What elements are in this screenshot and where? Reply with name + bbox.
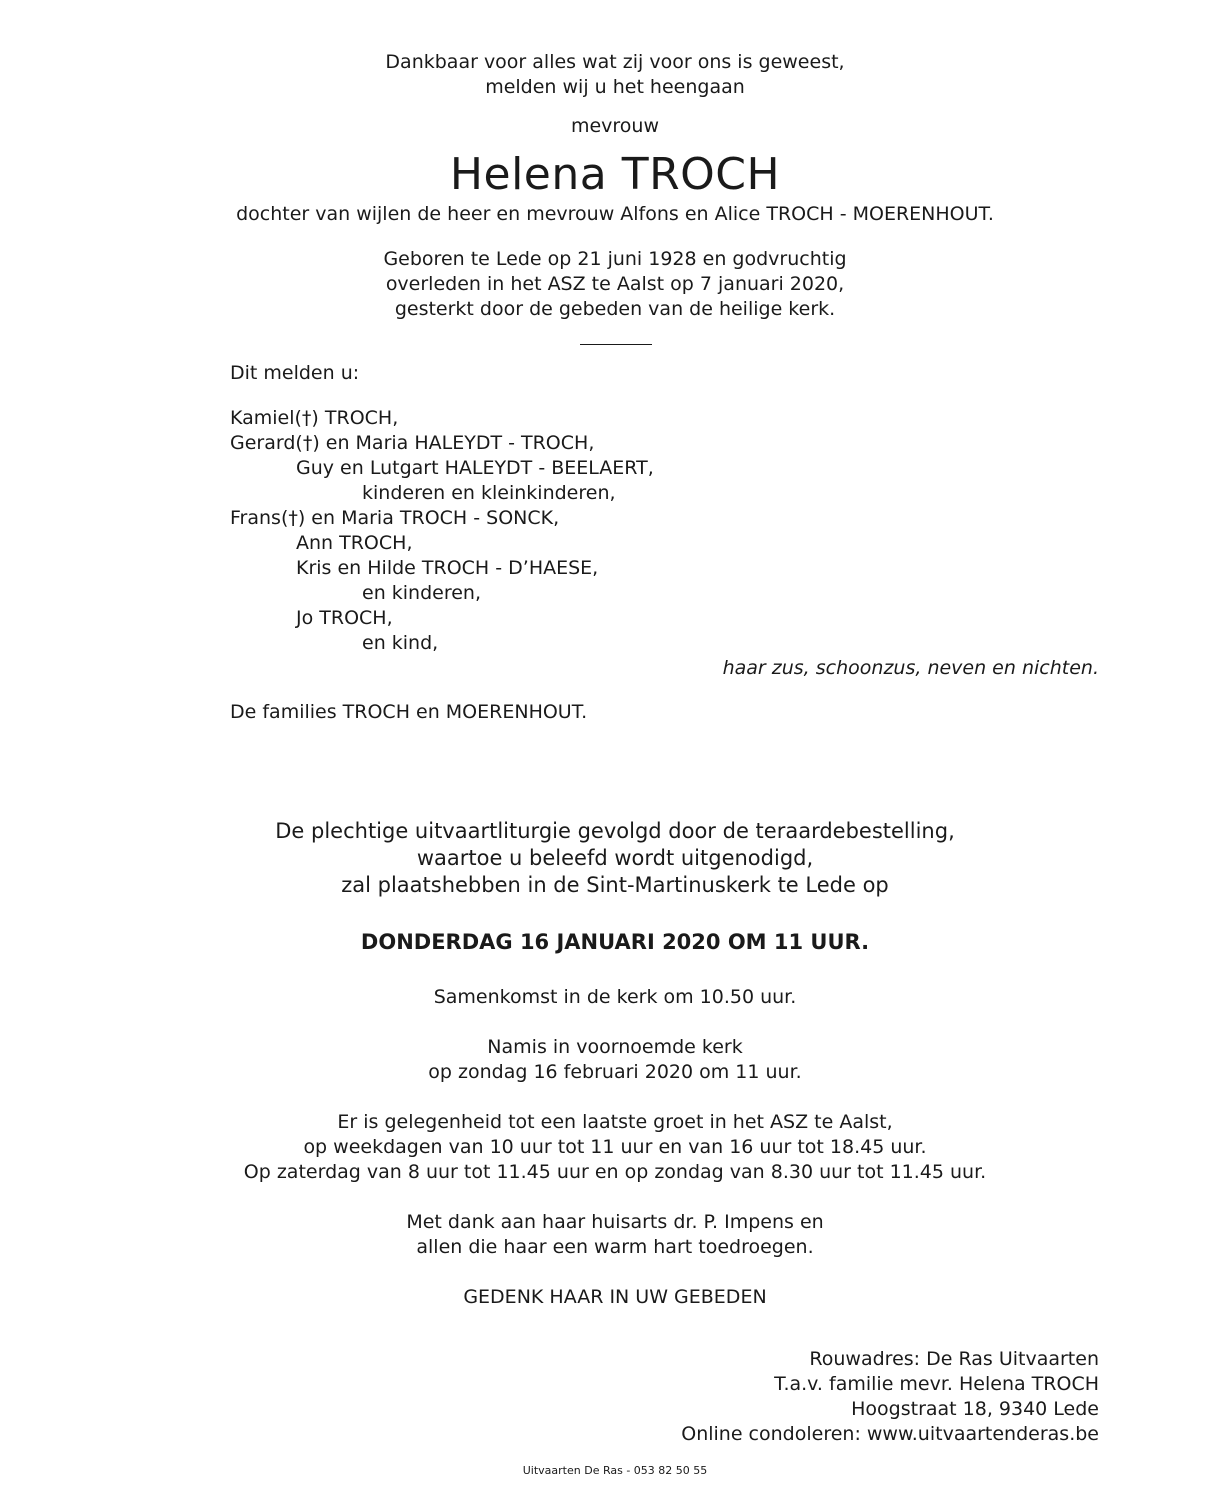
funeral-date: DONDERDAG 16 JANUARI 2020 OM 11 UUR. <box>360 930 870 954</box>
announce-label: Dit melden u: <box>230 362 360 384</box>
family-item: Ann TROCH, <box>296 532 413 554</box>
family-item: en kind, <box>362 632 439 654</box>
liturgy-line: waartoe u beleefd wordt uitgenodigd, <box>416 846 814 870</box>
farewell-line: Er is gelegenheid tot een laatste groet in het ASZ te Aalst, <box>337 1111 893 1133</box>
namis-line: op zondag 16 februari 2020 om 11 uur. <box>428 1061 802 1083</box>
address-line: T.a.v. familie mevr. Helena TROCH <box>774 1373 1099 1395</box>
deceased-name: Helena TROCH <box>449 149 781 200</box>
thanks-line: Met dank aan haar huisarts dr. P. Impens en <box>406 1211 824 1233</box>
address-line: Online condoleren: www.uitvaartenderas.be <box>681 1423 1099 1445</box>
liturgy-line: zal plaatshebben in de Sint-Martinuskerk te Lede op <box>341 873 889 897</box>
address-line: Hoogstraat 18, 9340 Lede <box>851 1398 1099 1420</box>
birth-line: overleden in het ASZ te Aalst op 7 januari 2020, <box>385 273 845 295</box>
title-prefix: mevrouw <box>570 115 660 137</box>
birth-line: Geboren te Lede op 21 juni 1928 en godvruchtig <box>383 248 847 270</box>
thanks-text <box>0 1210 1214 1260</box>
family-item: kinderen en kleinkinderen, <box>362 482 616 504</box>
thanks-line: allen die haar een warm hart toedroegen. <box>416 1236 814 1258</box>
gathering-line: Samenkomst in de kerk om 10.50 uur. <box>433 986 797 1008</box>
farewell-line: op weekdagen van 10 uur tot 11 uur en van 16 uur tot 18.45 uur. <box>303 1136 927 1158</box>
farewell-text <box>0 1110 1214 1185</box>
family-item: Kris en Hilde TROCH - D’HAESE, <box>296 557 599 579</box>
liturgy-line: De plechtige uitvaartliturgie gevolgd door de teraardebestelling, <box>275 819 955 843</box>
footer-text: Uitvaarten De Ras - 053 82 50 55 <box>522 1464 708 1477</box>
parents-line: dochter van wijlen de heer en mevrouw Alfons en Alice TROCH - MOERENHOUT. <box>236 203 994 225</box>
liturgy-text <box>0 818 1214 899</box>
intro-line: melden wij u het heengaan <box>485 76 745 98</box>
divider <box>580 344 652 345</box>
namis-line: Namis in voornoemde kerk <box>487 1036 743 1058</box>
intro-line: Dankbaar voor alles wat zij voor ons is geweest, <box>385 51 845 73</box>
family-list <box>230 406 654 656</box>
birth-line: gesterkt door de gebeden van de heilige kerk. <box>394 298 836 320</box>
family-item: Guy en Lutgart HALEYDT - BEELAERT, <box>296 457 654 479</box>
address-block <box>681 1347 1099 1447</box>
family-item: Frans(†) en Maria TROCH - SONCK, <box>230 507 560 529</box>
namis-text <box>0 1035 1214 1085</box>
family-item: Kamiel(†) TROCH, <box>230 407 399 429</box>
family-item: Gerard(†) en Maria HALEYDT - TROCH, <box>230 432 595 454</box>
relatives-line: haar zus, schoonzus, neven en nichten. <box>722 657 1099 679</box>
remember-line: GEDENK HAAR IN UW GEBEDEN <box>463 1286 767 1308</box>
family-item: Jo TROCH, <box>296 607 393 629</box>
families-line: De families TROCH en MOERENHOUT. <box>230 701 588 723</box>
farewell-line: Op zaterdag van 8 uur tot 11.45 uur en op zondag van 8.30 uur tot 11.45 uur. <box>243 1161 987 1183</box>
intro-text <box>0 50 1214 100</box>
family-item: en kinderen, <box>362 582 482 604</box>
birth-death-text <box>0 247 1214 322</box>
address-line: Rouwadres: De Ras Uitvaarten <box>809 1348 1099 1370</box>
